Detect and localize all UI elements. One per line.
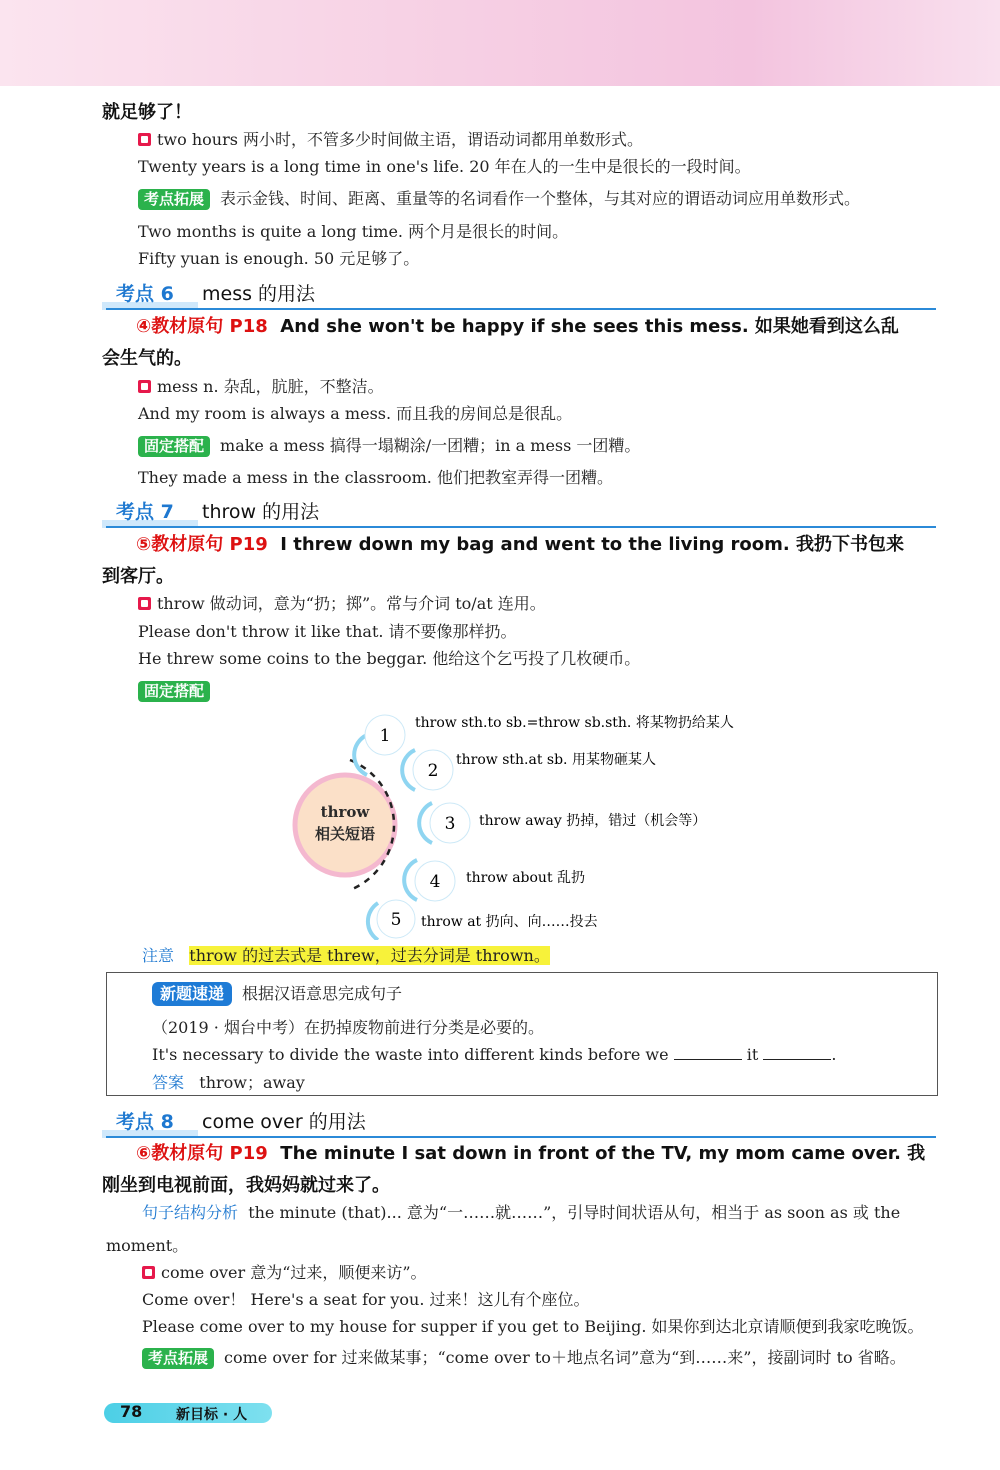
text: come over for 过来做某事；“come over to＋地点名词”意为“到……来”，接副词时 to 省略。 (224, 1348, 906, 1367)
source-label: ⑤教材原句 P19 (136, 534, 268, 555)
text-line: Twenty years is a long time in one's life. 20 年在人的一生中是很长的一段时间。 (138, 157, 751, 176)
structure-analysis (142, 1202, 900, 1224)
section-number: 考点 8 (116, 1111, 174, 1133)
section-title: throw 的用法 (202, 501, 320, 523)
item-text: throw sth.at sb. 用某物砸某人 (456, 752, 656, 768)
item-number: 2 (427, 761, 439, 781)
text: The minute I sat down in front of the TV, my mom came over. 我 (280, 1143, 926, 1164)
bullet-icon (138, 133, 151, 146)
text-line: moment。 (106, 1236, 189, 1255)
book-title: 新目标 · 人 (176, 1407, 248, 1423)
section-title: come over 的用法 (202, 1111, 366, 1133)
answer-label: 答案 (152, 1073, 185, 1092)
blank-1[interactable] (674, 1059, 742, 1060)
bullet-icon (138, 380, 151, 393)
item-number: 3 (444, 814, 456, 834)
diagram-item-3 (419, 803, 706, 843)
text: 表示金钱、时间、距离、重量等的名词看作一个整体，与其对应的谓语动词应用单数形式。 (220, 189, 861, 208)
text-line: 会生气的。 (102, 348, 192, 369)
section-heading-8 (106, 1106, 936, 1138)
text: 根据汉语意思完成句子 (242, 984, 403, 1003)
tag-badge: 考点拓展 (138, 189, 210, 210)
text-line (138, 435, 640, 457)
text: mess n. 杂乱，肮脏，不整洁。 (157, 377, 384, 396)
text: I threw down my bag and went to the living room. 我扔下书包来 (280, 534, 905, 555)
text-line: 到客厅。 (102, 566, 174, 587)
text-line (138, 129, 643, 151)
textbook-sentence (136, 316, 899, 338)
page-footer (104, 1403, 272, 1423)
section-number: 考点 7 (116, 501, 174, 523)
text-line: 就足够了！ (102, 102, 192, 123)
exercise-question: （2019 · 烟台中考）在扔掉废物前进行分类是必要的。 (152, 1018, 544, 1037)
diagram-item-4 (404, 860, 585, 901)
diagram-item-5 (368, 900, 598, 940)
text-line (142, 1262, 427, 1284)
text-line (138, 188, 860, 210)
textbook-sentence (136, 534, 904, 556)
note-highlight: throw 的过去式是 threw，过去分词是 thrown。 (189, 946, 550, 965)
text-line (138, 593, 546, 615)
section-number: 考点 6 (116, 283, 174, 305)
throw-phrases-diagram (280, 705, 780, 940)
item-text: throw sth.to sb.=throw sb.sth. 将某物扔给某人 (415, 715, 734, 731)
text: It's necessary to divide the waste into different kinds before we (152, 1045, 669, 1064)
center-label-2: 相关短语 (314, 825, 376, 843)
blank-2[interactable] (763, 1059, 831, 1060)
bullet-icon (142, 1266, 155, 1279)
text-line: Please come over to my house for supper if you get to Beijing. 如果你到达北京请顺便到我家吃晚饭。 (142, 1317, 924, 1336)
analysis-label: 句子结构分析 (142, 1203, 239, 1222)
exercise-sentence: It's necessary to divide the waste into different kinds before we it . (152, 1045, 837, 1064)
item-text: throw away 扔掉，错过（机会等） (479, 813, 707, 829)
tag-badge: 考点拓展 (142, 1348, 214, 1369)
item-number: 1 (379, 726, 391, 746)
center-label-1: throw (320, 803, 370, 821)
section-title: mess 的用法 (202, 283, 316, 305)
section-heading-6 (106, 278, 936, 310)
text-line: And my room is always a mess. 而且我的房间总是很乱。 (138, 404, 573, 423)
note-line (142, 945, 550, 967)
section-heading-7 (106, 496, 936, 528)
text-line: Two months is quite a long time. 两个月是很长的时间。 (138, 222, 569, 241)
text: the minute (that)... 意为“一……就……”，引导时间状语从句，相当于 as soon as 或 the (248, 1203, 901, 1222)
text: throw 做动词，意为“扔；掷”。常与介词 to/at 连用。 (157, 594, 546, 613)
header-band (0, 0, 1000, 86)
bullet-icon (138, 597, 151, 610)
tag-badge: 固定搭配 (138, 681, 210, 702)
source-label: ④教材原句 P18 (136, 316, 268, 337)
text-line: 刚坐到电视前面，我妈妈就过来了。 (102, 1175, 390, 1196)
page-number: 78 (120, 1402, 143, 1421)
text-line (142, 1347, 906, 1369)
answer-text: throw；away (199, 1073, 305, 1092)
item-number: 4 (429, 872, 441, 892)
item-text: throw about 乱扔 (466, 870, 586, 886)
text: it (746, 1045, 759, 1064)
exercise-header (152, 982, 402, 1006)
text-line: He threw some coins to the beggar. 他给这个乞丐投了几枚硬币。 (138, 649, 641, 668)
text: And she won't be happy if she sees this mess. 如果她看到这么乱 (280, 316, 899, 337)
text: two hours 两小时，不管多少时间做主语，谓语动词都用单数形式。 (157, 130, 644, 149)
textbook-sentence (136, 1143, 925, 1165)
answer-line (152, 1072, 305, 1094)
diagram-item-2 (402, 750, 656, 790)
text-line: Come over！ Here's a seat for you. 过来！这儿有个座位。 (142, 1290, 590, 1309)
tag-badge: 固定搭配 (138, 436, 210, 457)
text: make a mess 搞得一塌糊涂/一团糟；in a mess 一团糟。 (220, 436, 641, 455)
text-line: They made a mess in the classroom. 他们把教室弄得一团糟。 (138, 468, 613, 487)
text: come over 意为“过来，顺便来访”。 (161, 1263, 427, 1282)
source-label: ⑥教材原句 P19 (136, 1143, 268, 1164)
text-line: Fifty yuan is enough. 50 元足够了。 (138, 249, 420, 268)
note-label: 注意 (142, 946, 175, 965)
text-line (138, 376, 384, 398)
text-line (138, 680, 220, 702)
item-text: throw at 扔向、向……投去 (421, 914, 598, 930)
text-line: Please don't throw it like that. 请不要像那样扔。 (138, 622, 517, 641)
exercise-tag: 新题速递 (152, 982, 232, 1006)
item-number: 5 (390, 910, 402, 930)
